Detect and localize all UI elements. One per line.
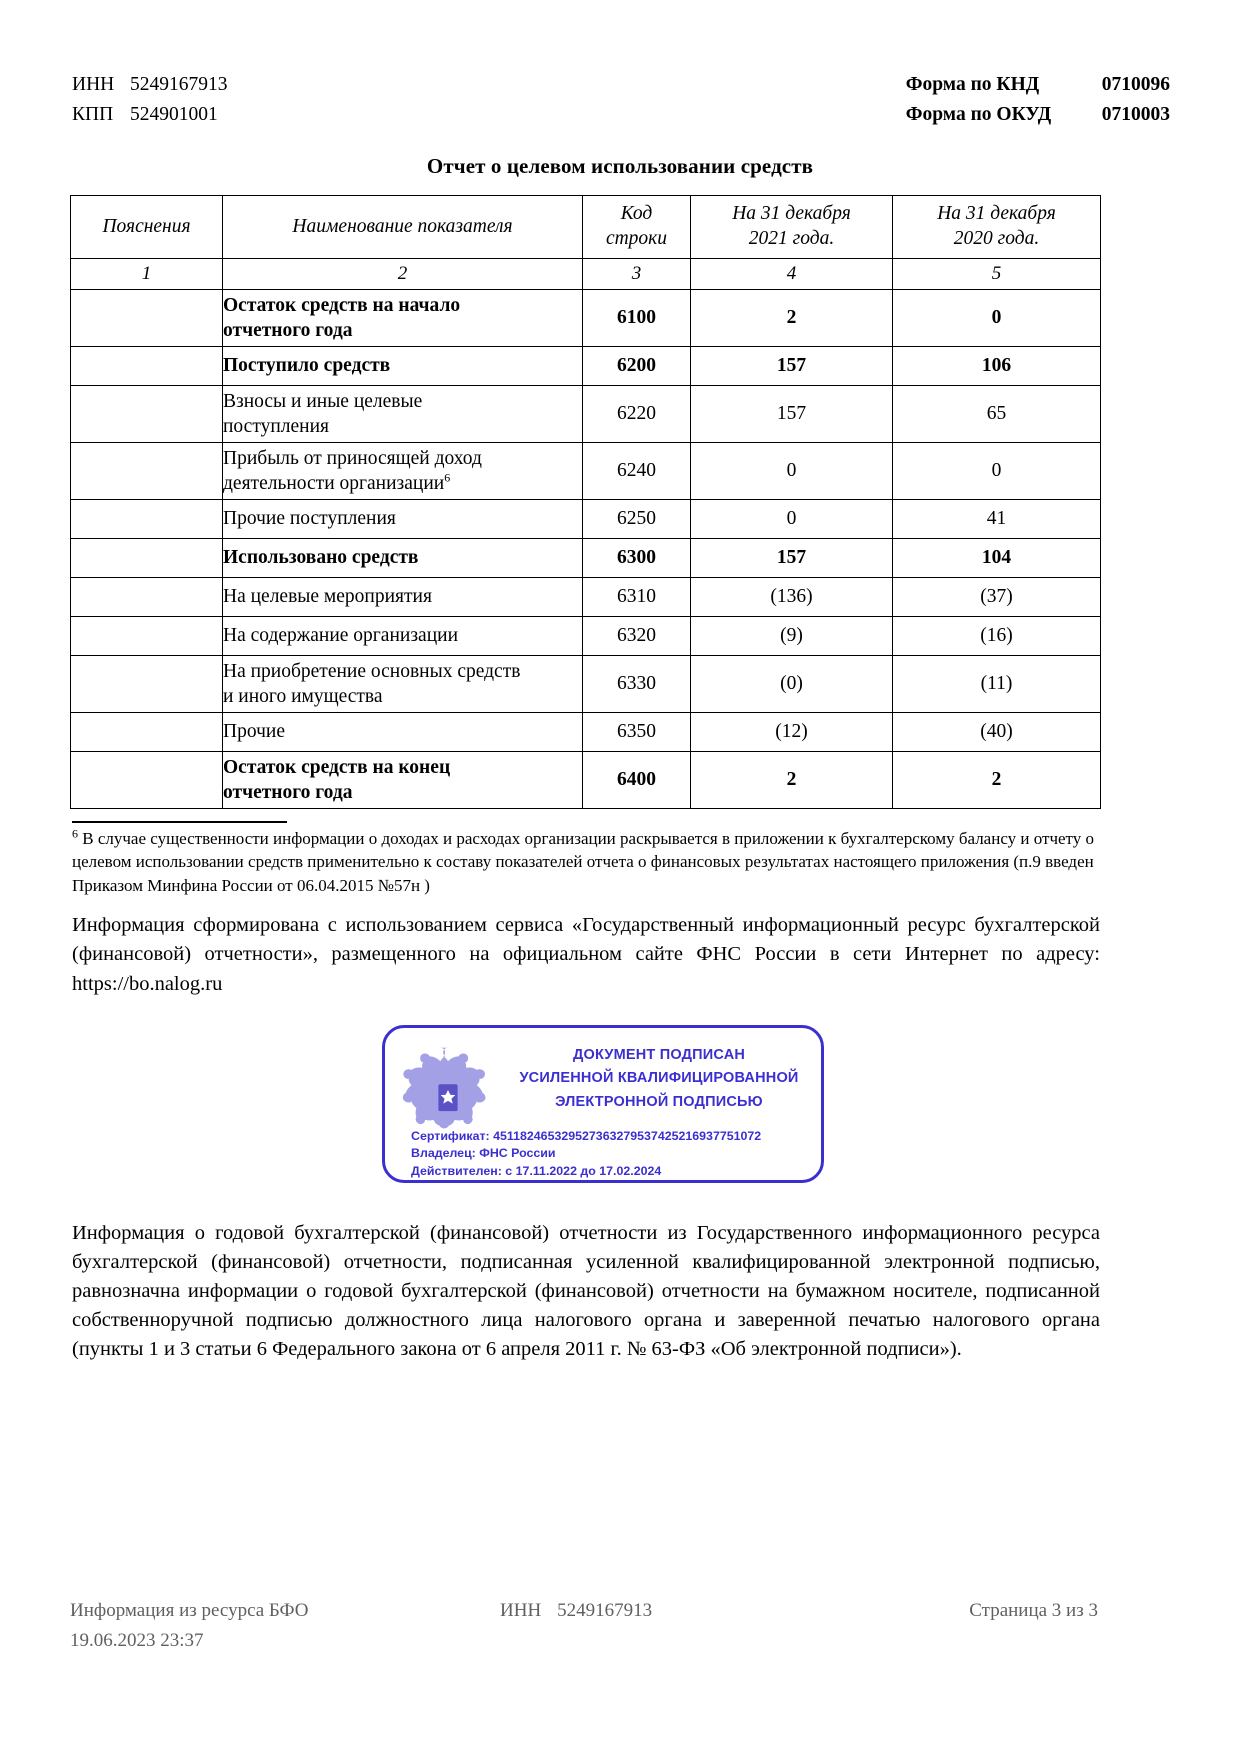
table-row (71, 539, 1101, 578)
stamp-certificate-number: Сертификат: 451182465329527363279537425216937751072 (411, 1128, 762, 1143)
stamp-heading-line2: УСИЛЕННОЙ КВАЛИФИЦИРОВАННОЙ (519, 1070, 799, 1087)
cell-indicator-name-line1: Остаток средств на начало (223, 294, 461, 316)
cell-indicator-name (223, 656, 583, 713)
cell-row-code: 6240 (583, 443, 691, 500)
cell-footnote-marker: 6 (444, 470, 451, 485)
cell-indicator-name (223, 290, 583, 347)
cell-indicator-name-line2: и иного имущества (223, 686, 383, 707)
cell-value-2020: 65 (893, 386, 1101, 443)
footnote-text (72, 827, 1100, 897)
cell-row-code: 6350 (583, 713, 691, 752)
cell-value-2020: 0 (893, 290, 1101, 347)
taxpayer-identifiers (72, 70, 228, 130)
table-column-number-row (71, 259, 1101, 290)
footer-inn (500, 1600, 652, 1622)
cell-indicator-name-line1: Взносы и иные целевые (223, 390, 423, 412)
cell-indicator-name-line2: отчетного года (223, 320, 353, 341)
cell-value-2020: 104 (893, 539, 1101, 578)
table-row (71, 500, 1101, 539)
cell-value-2021: 157 (691, 539, 893, 578)
cell-value-2020: (16) (893, 617, 1101, 656)
column-header-2021-line1: На 31 декабря (732, 203, 851, 225)
footer-inn-value: 5249167913 (557, 1600, 653, 1621)
cell-explanations (71, 386, 223, 443)
column-header-2020-line2: 2020 года. (953, 228, 1040, 249)
table-row (71, 617, 1101, 656)
inn-value: 5249167913 (130, 74, 228, 95)
cell-explanations (71, 617, 223, 656)
cell-value-2020: (11) (893, 656, 1101, 713)
footer-source: Информация из ресурса БФО (70, 1600, 309, 1621)
cell-row-code: 6200 (583, 347, 691, 386)
cell-indicator-name-line1: Остаток средств на конец (223, 756, 451, 778)
footer-page-number: Страница 3 из 3 (969, 1600, 1098, 1621)
column-header-explanations: Пояснения (71, 196, 223, 259)
cell-value-2021: 157 (691, 386, 893, 443)
cell-explanations (71, 578, 223, 617)
cell-value-2021: (0) (691, 656, 893, 713)
inn-row (72, 70, 228, 100)
cell-row-code: 6320 (583, 617, 691, 656)
cell-value-2021: 0 (691, 443, 893, 500)
footnote-separator (72, 821, 287, 823)
cell-indicator-name: Использовано средств (223, 539, 583, 578)
table-row (71, 347, 1101, 386)
column-number-2: 2 (223, 259, 583, 290)
form-codes (906, 70, 1170, 130)
cell-value-2020: 106 (893, 347, 1101, 386)
cell-row-code: 6330 (583, 656, 691, 713)
kpp-value: 524901001 (130, 104, 218, 125)
cell-value-2021: (136) (691, 578, 893, 617)
column-number-4: 4 (691, 259, 893, 290)
kpp-label: КПП (72, 104, 114, 125)
footer-inn-label: ИНН (500, 1600, 542, 1621)
cell-value-2020: 2 (893, 752, 1101, 809)
cell-indicator-name: Поступило средств (223, 347, 583, 386)
table-row (71, 386, 1101, 443)
column-header-2020 (893, 196, 1101, 259)
table-row (71, 443, 1101, 500)
cell-indicator-name: Прочие поступления (223, 500, 583, 539)
knd-row (906, 70, 1170, 100)
stamp-heading (503, 1044, 815, 1114)
signature-stamp-area (70, 1017, 1170, 1193)
table-body (71, 290, 1101, 809)
column-header-2021-line2: 2021 года. (748, 228, 835, 249)
stamp-certificate-details (411, 1128, 761, 1181)
cell-indicator-name (223, 443, 583, 500)
cell-value-2020: 0 (893, 443, 1101, 500)
cell-explanations (71, 347, 223, 386)
column-header-row-code-line2: строки (605, 228, 668, 249)
column-header-2020-line1: На 31 декабря (937, 203, 1056, 225)
service-note-paragraph: Информация сформирована с использованием сервиса «Государственный информационный ресурс бухгалтерской (финансовой) отчетности», размещенного на официальном сайте ФНС России в сети Интернет по адресу: https://bo.nalog.ru (72, 914, 1100, 995)
kpp-row (72, 100, 228, 130)
cell-explanations (71, 500, 223, 539)
stamp-heading-line1: ДОКУМЕНТ ПОДПИСАН (572, 1046, 746, 1063)
cell-value-2020: 41 (893, 500, 1101, 539)
cell-explanations (71, 713, 223, 752)
cell-explanations (71, 290, 223, 347)
cell-row-code: 6310 (583, 578, 691, 617)
column-header-2021 (691, 196, 893, 259)
footnote-marker: 6 (72, 826, 78, 841)
cell-value-2021: 2 (691, 752, 893, 809)
table-header-row (71, 196, 1101, 259)
electronic-signature-stamp (382, 1025, 824, 1183)
table-row (71, 713, 1101, 752)
cell-indicator-name-line1: На приобретение основных средств (223, 660, 521, 682)
table-row (71, 752, 1101, 809)
table-head (71, 196, 1101, 290)
cell-indicator-name-line1: Прибыль от приносящей доход (223, 447, 482, 469)
column-number-3: 3 (583, 259, 691, 290)
legal-note-paragraph: Информация о годовой бухгалтерской (финансовой) отчетности из Государственного информационного ресурса бухгалтерской (финансовой) отчетности, подписанная усиленной квалифицированной электронной подписью, равнозначна информации о годовой бухгалтерской (финансовой) отчетности на бумажном носителе, подписанной собственноручной подписью должностного лица налогового органа и заверенной печатью налогового органа (пункты 1 и 3 статьи 6 Федерального закона от 6 апреля 2011 г. № 63-ФЗ «Об электронной подписи»). (72, 1221, 1100, 1361)
cell-row-code: 6100 (583, 290, 691, 347)
cell-value-2021: (9) (691, 617, 893, 656)
page-title: Отчет о целевом использовании средств (426, 154, 814, 178)
column-number-1: 1 (71, 259, 223, 290)
footer-timestamp: 19.06.2023 23:37 (70, 1630, 204, 1651)
cell-value-2020: (40) (893, 713, 1101, 752)
cell-value-2021: 0 (691, 500, 893, 539)
cell-row-code: 6400 (583, 752, 691, 809)
cell-indicator-name (223, 752, 583, 809)
column-header-row-code-line1: Код (620, 203, 653, 225)
identification-block (70, 70, 1170, 136)
funds-usage-table (70, 195, 1101, 809)
cell-indicator-name: Прочие (223, 713, 583, 752)
cell-value-2021: 157 (691, 347, 893, 386)
cell-indicator-name: На содержание организации (223, 617, 583, 656)
page-footer (70, 1600, 1100, 1651)
table-row (71, 578, 1101, 617)
inn-label: ИНН (72, 74, 115, 95)
cell-explanations (71, 752, 223, 809)
cell-indicator-name (223, 386, 583, 443)
cell-explanations (71, 539, 223, 578)
okud-label: Форма по ОКУД (905, 104, 1052, 125)
okud-value: 0710003 (1101, 104, 1170, 125)
stamp-certificate-owner: Владелец: ФНС России (411, 1146, 556, 1161)
column-header-row-code (583, 196, 691, 259)
cell-indicator-name-line2: поступления (223, 416, 330, 437)
column-number-5: 5 (893, 259, 1101, 290)
cell-value-2021: (12) (691, 713, 893, 752)
okud-row (906, 100, 1170, 130)
table-row (71, 656, 1101, 713)
cell-row-code: 6300 (583, 539, 691, 578)
knd-label: Форма по КНД (905, 74, 1040, 95)
footnote-body: В случае существенности информации о доходах и расходах организации раскрывается в приложении к бухгалтерскому балансу и отчету о целевом использовании средств применительно к составу показателей отчета о финансовых результатах настоящего приложения (п.9 введен Приказом Минфина России от 06.04.2015 №57н ) (72, 829, 1094, 895)
cell-indicator-name: На целевые мероприятия (223, 578, 583, 617)
cell-indicator-name-line2: деятельности организации$^6$ (223, 470, 451, 494)
knd-value: 0710096 (1101, 74, 1170, 95)
cell-row-code: 6250 (583, 500, 691, 539)
russian-coat-of-arms-icon (399, 1042, 497, 1138)
cell-explanations (71, 443, 223, 500)
stamp-certificate-validity: Действителен: с 17.11.2022 до 17.02.2024 (411, 1163, 662, 1178)
stamp-heading-line3: ЭЛЕКТРОННОЙ ПОДПИСЬЮ (555, 1093, 763, 1110)
column-header-indicator-name: Наименование показателя (223, 196, 583, 259)
cell-indicator-name-line2: отчетного года (223, 782, 353, 803)
cell-row-code: 6220 (583, 386, 691, 443)
table-row (71, 290, 1101, 347)
cell-value-2021: 2 (691, 290, 893, 347)
cell-explanations (71, 656, 223, 713)
cell-value-2020: (37) (893, 578, 1101, 617)
